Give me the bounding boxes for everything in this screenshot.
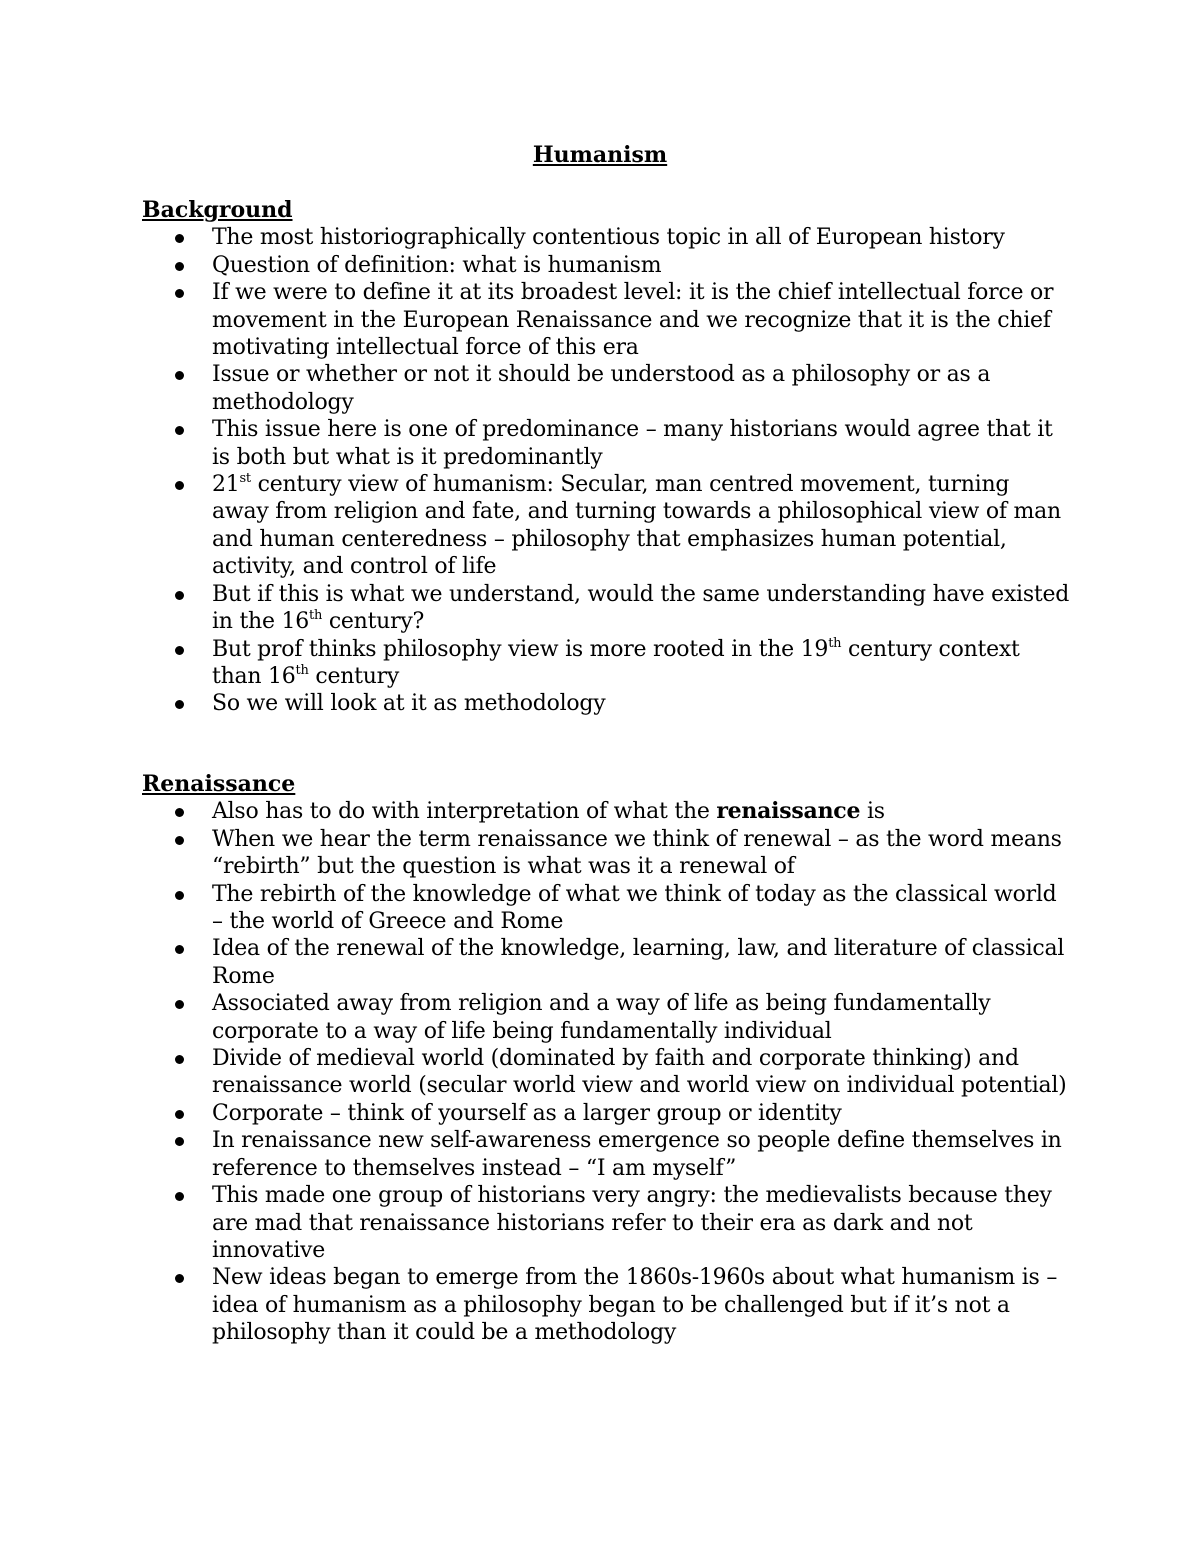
list-item: If we were to define it at its broadest level: it is the chief intellectual force or movement in the European Renaissance and we recognize that it is the chief motivating intellectual force of this era — [142, 279, 1072, 361]
bullet-icon — [175, 426, 184, 435]
list-item: In renaissance new self-awareness emergence so people define themselves in reference to themselves instead – “I am myself” — [142, 1127, 1072, 1182]
bullet-icon — [175, 646, 184, 655]
list-item: Also has to do with interpretation of what the renaissance is — [142, 798, 1072, 825]
bullet-icon — [175, 1192, 184, 1201]
section-heading: Background — [142, 197, 293, 223]
list-item: When we hear the term renaissance we think of renewal – as the word means “rebirth” but the question is what was it a renewal of — [142, 826, 1072, 881]
bullet-icon — [175, 1137, 184, 1146]
list-item: This made one group of historians very angry: the medievalists because they are mad that renaissance historians refer to their era as dark and not innovative — [142, 1182, 1072, 1264]
list-item: Associated away from religion and a way of life as being fundamentally corporate to a way of life being fundamentally individual — [142, 990, 1072, 1045]
list-item: Issue or whether or not it should be understood as a philosophy or as a methodology — [142, 361, 1072, 416]
bullet-icon — [175, 371, 184, 380]
bullet-icon — [175, 234, 184, 243]
bullet-list — [142, 224, 1072, 717]
list-item: 21st century view of humanism: Secular, man centred movement, turning away from religion and fate, and turning towards a philosophical view of man and human centeredness – philosophy that emphasizes human potential, activity, and control of life — [142, 471, 1072, 581]
list-item: But if this is what we understand, would the same understanding have existed in the 16th century? — [142, 581, 1072, 636]
list-item: So we will look at it as methodology — [142, 690, 1072, 717]
bullet-icon — [175, 289, 184, 298]
bullet-icon — [175, 891, 184, 900]
bullet-icon — [175, 945, 184, 954]
section-heading: Renaissance — [142, 771, 296, 797]
list-item: Idea of the renewal of the knowledge, learning, law, and literature of classical Rome — [142, 935, 1072, 990]
bullet-icon — [175, 481, 184, 490]
bullet-icon — [175, 262, 184, 271]
bullet-icon — [175, 808, 184, 817]
section-background — [142, 197, 1072, 718]
bullet-icon — [175, 836, 184, 845]
list-item: New ideas began to emerge from the 1860s-1960s about what humanism is – idea of humanism as a philosophy began to be challenged but if it’s not a philosophy than it could be a methodology — [142, 1264, 1072, 1346]
document-title: Humanism — [532, 142, 668, 168]
bullet-icon — [175, 1110, 184, 1119]
list-item: Divide of medieval world (dominated by faith and corporate thinking) and renaissance world (secular world view and world view on individual potential) — [142, 1045, 1072, 1100]
bullet-icon — [175, 1274, 184, 1283]
list-item: Corporate – think of yourself as a larger group or identity — [142, 1100, 1072, 1127]
bullet-icon — [175, 1055, 184, 1064]
list-item: The rebirth of the knowledge of what we think of today as the classical world – the world of Greece and Rome — [142, 881, 1072, 936]
list-item: The most historiographically contentious topic in all of European history — [142, 224, 1072, 251]
list-item: Question of definition: what is humanism — [142, 252, 1072, 279]
bullet-icon — [175, 1000, 184, 1009]
list-item: But prof thinks philosophy view is more rooted in the 19th century context than 16th century — [142, 636, 1072, 691]
bullet-icon — [175, 700, 184, 709]
bullet-list — [142, 798, 1072, 1346]
section-renaissance — [142, 771, 1072, 1347]
bullet-icon — [175, 591, 184, 600]
list-item: This issue here is one of predominance – many historians would agree that it is both but what is it predominantly — [142, 416, 1072, 471]
